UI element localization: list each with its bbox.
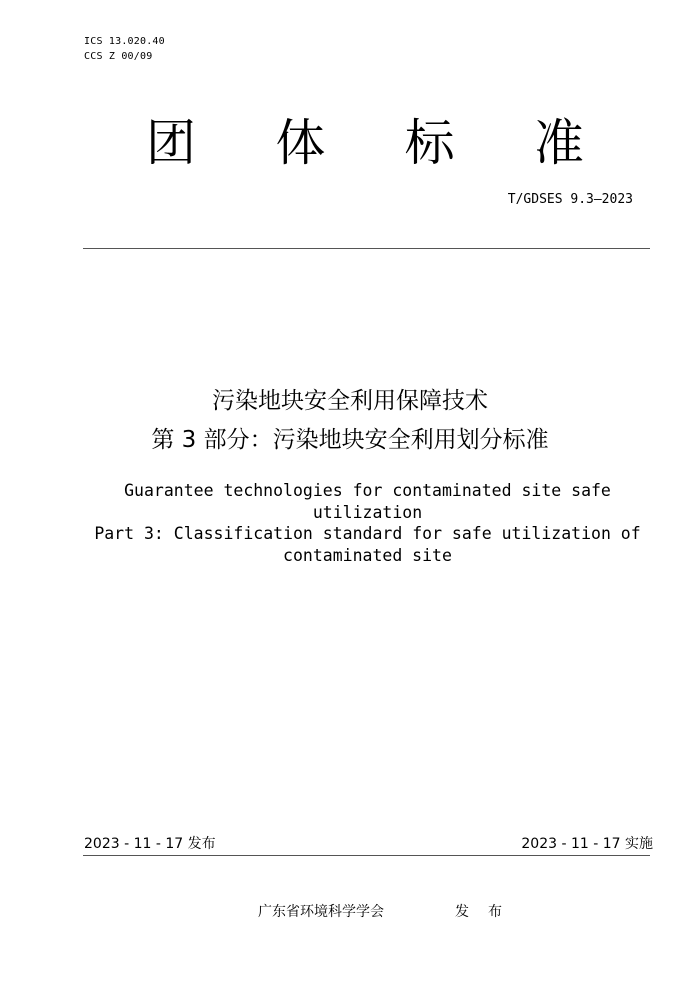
title-en-line: Guarantee technologies for contaminated site safe [124, 481, 611, 500]
title-en [70, 480, 665, 566]
bottom-divider [83, 855, 650, 856]
standard-type-char: 标 [404, 114, 455, 172]
ics-code: ICS 13.020.40 [84, 36, 165, 47]
title-cn-line-1: 污染地块安全利用保障技术 [212, 388, 488, 414]
standard-type-heading [84, 110, 650, 176]
ccs-code: CCS Z 00/09 [84, 51, 153, 62]
issuer-organization: 广东省环境科学学会 [258, 904, 384, 920]
title-en-line: contaminated site [283, 545, 452, 565]
standard-type-char: 体 [275, 114, 326, 172]
standard-number: T/GDSES 9.3—2023 [507, 192, 633, 207]
implementation-date: 2023 - 11 - 17 实施 [521, 836, 653, 852]
standard-type-char: 团 [146, 114, 196, 172]
title-en-line: utilization [312, 502, 423, 522]
top-divider [83, 248, 650, 249]
title-cn-line-2: 第 3 部分：污染地块安全利用划分标准 [151, 427, 549, 453]
standard-type-char: 准 [533, 114, 584, 172]
title-en-line: Part 3: Classification standard for safe utilization of [94, 524, 641, 543]
issuer-action: 发布 [455, 904, 521, 920]
issue-date: 2023 - 11 - 17 发布 [84, 836, 216, 852]
